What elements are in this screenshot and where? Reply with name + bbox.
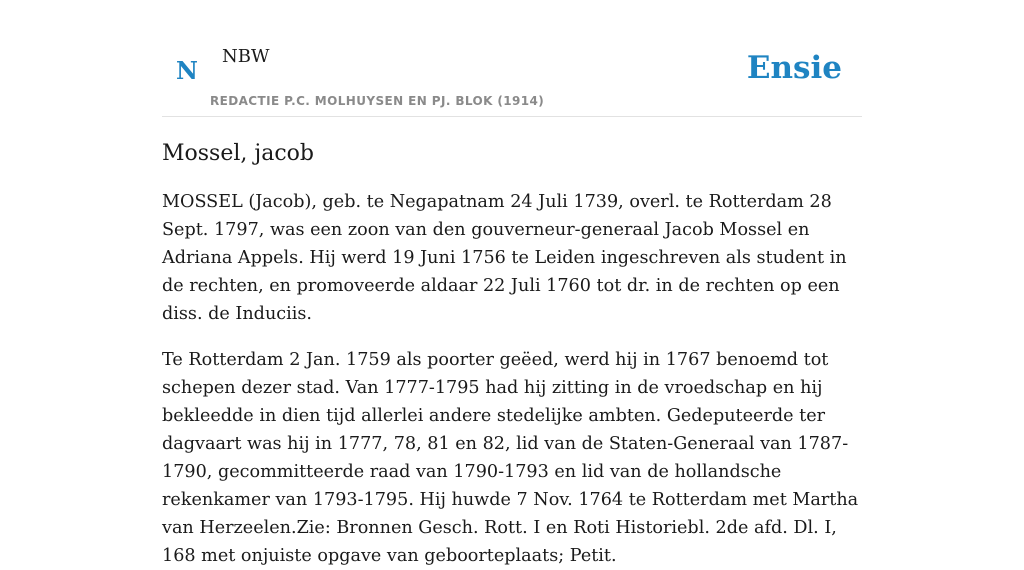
source-byline: REDACTIE P.C. MOLHUYSEN EN PJ. BLOK (1914) bbox=[210, 94, 545, 108]
article-paragraph: Te Rotterdam 2 Jan. 1759 als poorter geëed, werd hij in 1767 benoemd tot schepen dezer stad. Van 1777-1795 had hij zitting in de vroedschap en hij bekleedde in dien tijd allerlei andere stedelijke ambten. Gedeputeerde ter dagvaart was hij in 1777, 78, 81 en 82, lid van de Staten-Generaal van 1787-1790, gecommitteerde raad van 1790-1793 en lid van de hollandsche rekenkamer van 1793-1795. Hij huwde 7 Nov. 1764 te Rotterdam met Martha van Herzeelen.Zie: Bronnen Gesch. Rott. I en Roti Historiebl. 2de afd. Dl. I, 168 met onjuiste opgave van geboorteplaats; Petit. bbox=[162, 350, 859, 566]
source-name[interactable]: NBW bbox=[222, 46, 270, 67]
source-logo-icon[interactable]: N bbox=[176, 56, 198, 85]
header bbox=[162, 0, 862, 117]
article-paragraph: MOSSEL (Jacob), geb. te Negapatnam 24 Juli 1739, overl. te Rotterdam 28 Sept. 1797, was een zoon van den gouverneur-generaal Jacob Mossel en Adriana Appels. Hij werd 19 Juni 1756 te Leiden ingeschreven als student in de rechten, en promoveerde aldaar 22 Juli 1760 tot dr. in de rechten op een diss. de Induciis. bbox=[162, 192, 847, 324]
page bbox=[162, 0, 862, 570]
brand-logo[interactable]: Ensie bbox=[746, 50, 842, 86]
article-title: Mossel, jacob bbox=[162, 141, 314, 166]
article-body bbox=[162, 188, 862, 570]
